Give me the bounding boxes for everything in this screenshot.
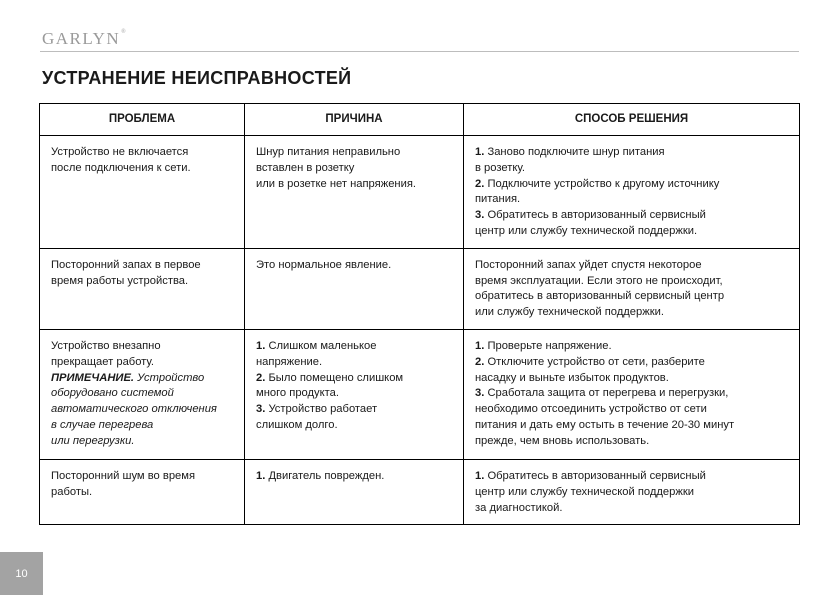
solution-line: за диагностикой. (475, 501, 563, 514)
solution-line: насадку и выньте избыток продуктов. (475, 371, 669, 384)
solution-cell (464, 329, 800, 459)
table-row (40, 459, 800, 524)
problem-line: после подключения к сети. (51, 161, 191, 174)
note-line: ПРИМЕЧАНИЕ. Устройство (51, 371, 205, 384)
solution-line: обратитесь в авторизованный сервисный центр (475, 290, 725, 303)
problem-line: Посторонний шум во время (51, 469, 196, 482)
solution-line: Посторонний запах уйдет спустя некоторое (475, 258, 702, 271)
header-divider (40, 51, 799, 52)
cause-line: напряжение. (256, 355, 323, 368)
page-title: УСТРАНЕНИЕ НЕИСПРАВНОСТЕЙ (42, 68, 352, 88)
problem-line: Устройство внезапно (51, 339, 161, 352)
problem-line: Посторонний запах в первое (51, 258, 201, 271)
cause-line: Шнур питания неправильно (256, 146, 401, 158)
cause-line: или в розетке нет напряжения. (256, 177, 417, 190)
solution-line: центр или службу технической поддержки (475, 485, 694, 498)
cause-line: слишком долго. (256, 418, 338, 431)
note-line: автоматического отключения (51, 403, 217, 416)
table-row (40, 136, 800, 249)
solution-line: время эксплуатации. Если этого не происходит, (475, 274, 723, 287)
solution-line: питания. (475, 193, 521, 206)
solution-line: 2. Отключите устройство от сети, разберите (475, 355, 705, 368)
table-row (40, 248, 800, 329)
column-header-cause: ПРИЧИНА (245, 104, 464, 136)
problem-line: прекращает работу. (51, 355, 155, 368)
solution-line: 1. Проверьте напряжение. (475, 339, 612, 352)
cause-line: 1. Слишком маленькое (256, 339, 377, 352)
cause-cell (245, 329, 464, 459)
problem-cell (40, 459, 245, 524)
solution-cell (464, 136, 800, 249)
problem-cell (40, 248, 245, 329)
solution-cell (464, 248, 800, 329)
solution-line: питания и дать ему остыть в течение 20-30 минут (475, 418, 735, 431)
table-header-row (40, 104, 800, 136)
solution-line: 3. Сработала защита от перегрева и перегрузки, (475, 387, 729, 400)
brand-logo (42, 29, 126, 49)
table-row (40, 329, 800, 459)
cause-line: вставлен в розетку (256, 161, 355, 174)
solution-line: прежде, чем вновь использовать. (475, 434, 650, 447)
problem-line: Устройство не включается (51, 146, 189, 158)
note-label: ПРИМЕЧАНИЕ. (51, 371, 135, 384)
problem-cell (40, 136, 245, 249)
cause-line: 3. Устройство работает (256, 403, 378, 416)
solution-line: центр или службу технической поддержки. (475, 224, 698, 237)
solution-line: 3. Обратитесь в авторизованный сервисный (475, 209, 706, 222)
problem-line: время работы устройства. (51, 274, 189, 287)
page-number: 10 (0, 552, 43, 595)
problem-cell (40, 329, 245, 459)
solution-line: или службу технической поддержки. (475, 306, 664, 319)
cause-line: много продукта. (256, 387, 339, 400)
troubleshooting-table (39, 103, 800, 525)
cause-cell (245, 459, 464, 524)
solution-line: 1. Обратитесь в авторизованный сервисный (475, 469, 706, 482)
brand-name: GARLYN (42, 29, 121, 48)
solution-line: 1. Заново подключите шнур питания (475, 146, 665, 158)
solution-cell (464, 459, 800, 524)
cause-line: Это нормальное явление. (256, 258, 392, 271)
solution-line: в розетку. (475, 161, 525, 174)
note-line: в случае перегрева (51, 418, 154, 431)
solution-line: 2. Подключите устройство к другому источнику (475, 177, 720, 190)
note-line: или перегрузки. (51, 434, 135, 447)
column-header-solution: СПОСОБ РЕШЕНИЯ (464, 104, 800, 136)
cause-cell (245, 136, 464, 249)
cause-line: 2. Было помещено слишком (256, 371, 404, 384)
note-line: оборудовано системой (51, 387, 174, 400)
solution-line: необходимо отсоединить устройство от сети (475, 403, 707, 416)
problem-line: работы. (51, 485, 93, 498)
cause-line: 1. Двигатель поврежден. (256, 469, 385, 482)
registered-mark: ® (121, 29, 128, 36)
column-header-problem: ПРОБЛЕМА (40, 104, 245, 136)
cause-cell (245, 248, 464, 329)
